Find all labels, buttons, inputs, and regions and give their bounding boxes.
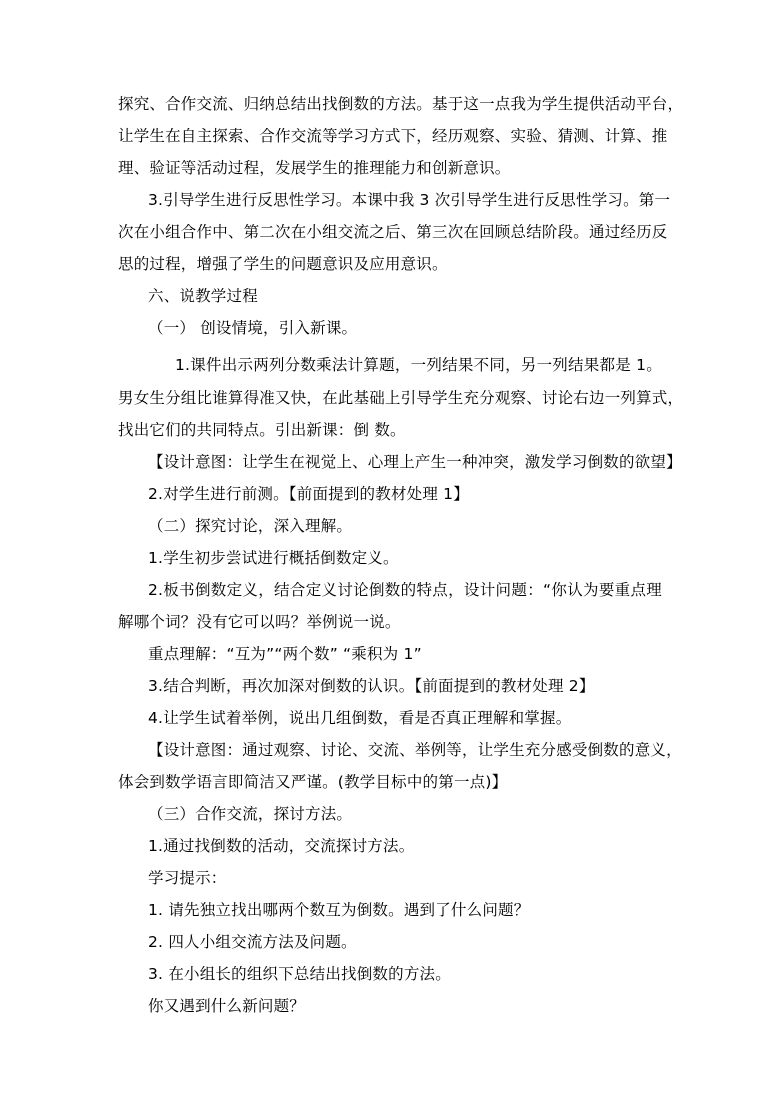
text-line: 重点理解：“互为”“两个数” “乘积为 1”	[148, 645, 422, 663]
list-item: 2. 四人小组交流方法及问题。	[148, 933, 357, 951]
list-item: 3. 在小组长的组织下总结出找倒数的方法。	[148, 965, 451, 983]
subsection-heading: （一） 创设情境，引入新课。	[148, 319, 358, 337]
text-line: 让学生在自主探索、合作交流等学习方式下，经历观察、实验、猜测、计算、推	[118, 127, 668, 145]
text-line: 思的过程，增强了学生的问题意识及应用意识。	[118, 255, 448, 273]
section-heading: 六、说教学过程	[148, 287, 258, 305]
text-line: 解哪个词？没有它可以吗？举例说一说。	[118, 613, 401, 631]
design-intent-note: 【设计意图：通过观察、讨论、交流、举例等，让学生充分感受倒数的意义，	[148, 741, 682, 759]
text-line: 1.课件出示两列分数乘法计算题，一列结果不同，另一列结果都是 1。	[175, 356, 662, 374]
list-item: 1. 请先独立找出哪两个数互为倒数。遇到了什么问题？	[148, 901, 530, 919]
text-line: 理、验证等活动过程，发展学生的推理能力和创新意识。	[118, 159, 511, 177]
text-line: 3.引导学生进行反思性学习。本课中我 3 次引导学生进行反思性学习。第一	[148, 191, 671, 209]
text-line: 1.通过找倒数的活动，交流探讨方法。	[148, 837, 415, 855]
text-line: 2.板书倒数定义，结合定义讨论倒数的特点，设计问题：“你认为要重点理	[148, 581, 662, 599]
text-line: 4.让学生试着举例，说出几组倒数，看是否真正理解和掌握。	[148, 709, 572, 727]
text-line: 次在小组合作中、第二次在小组交流之后、第三次在回顾总结阶段。通过经历反	[118, 223, 668, 241]
text-line: 1.学生初步尝试进行概括倒数定义。	[148, 549, 399, 567]
text-line: 3.结合判断，再次加深对倒数的认识。【前面提到的教材处理 2】	[148, 677, 595, 695]
text-line: 男女生分组比谁算得准又快，在此基础上引导学生充分观察、讨论右边一列算式，	[118, 389, 684, 407]
subsection-heading: （二）探究讨论，深入理解。	[148, 517, 353, 535]
text-line: 你又遇到什么新问题？	[148, 997, 306, 1015]
text-line: 探究、合作交流、归纳总结出找倒数的方法。基于这一点我为学生提供活动平台，	[118, 95, 684, 113]
text-line: 2.对学生进行前测。【前面提到的教材处理 1】	[148, 485, 469, 503]
text-line: 学习提示：	[148, 869, 227, 887]
text-line: 体会到数学语言即简洁又严谨。(教学目标中的第一点)】	[118, 773, 508, 791]
design-intent-note: 【设计意图：让学生在视觉上、心理上产生一种冲突，激发学习倒数的欲望】	[148, 453, 682, 471]
subsection-heading: （三）合作交流，探讨方法。	[148, 805, 353, 823]
text-line: 找出它们的共同特点。引出新课：倒 数。	[118, 421, 406, 439]
